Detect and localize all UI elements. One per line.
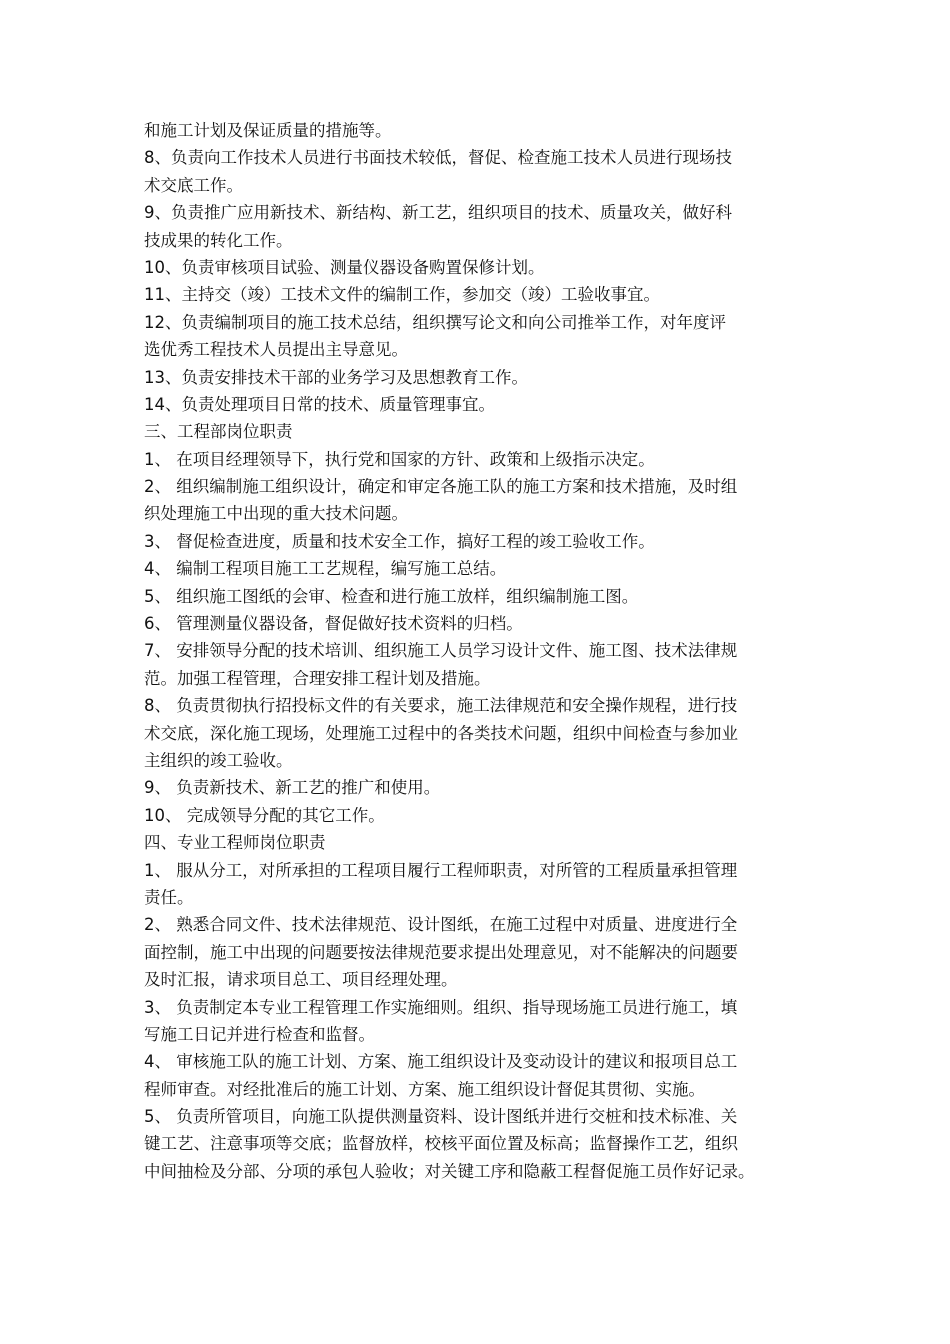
text-line: 术交底工作。 [144, 175, 243, 195]
text-line: 3、 负责制定本专业工程管理工作实施细则。组织、指导现场施工员进行施工，填 [144, 997, 738, 1017]
text-line: 1、 服从分工，对所承担的工程项目履行工程师职责，对所管的工程质量承担管理 [144, 860, 738, 880]
section-heading: 四、专业工程师岗位职责 [144, 833, 326, 853]
text-line: 5、 组织施工图纸的会审、检查和进行施工放样，组织编制施工图。 [144, 586, 639, 606]
text-line: 程师审查。对经批准后的施工计划、方案、施工组织设计督促其贯彻、实施。 [144, 1079, 705, 1099]
text-line: 2、 组织编制施工组织设计，确定和审定各施工队的施工方案和技术措施，及时组 [144, 477, 738, 497]
text-line: 13、负责安排技术干部的业务学习及思想教育工作。 [144, 367, 528, 387]
document-body [144, 117, 824, 1185]
text-line: 7、 安排领导分配的技术培训、组织施工人员学习设计文件、施工图、技术法律规 [144, 641, 738, 661]
text-line: 键工艺、注意事项等交底；监督放样，校核平面位置及标高；监督操作工艺，组织 [144, 1134, 738, 1154]
text-line: 和施工计划及保证质量的措施等。 [144, 121, 392, 140]
text-line: 4、 审核施工队的施工计划、方案、施工组织设计及变动设计的建议和报项目总工 [144, 1052, 738, 1072]
text-line: 3、 督促检查进度，质量和技术安全工作，搞好工程的竣工验收工作。 [144, 531, 655, 551]
text-line: 6、 管理测量仪器设备，督促做好技术资料的归档。 [144, 614, 523, 634]
text-line: 11、主持交（竣）工技术文件的编制工作，参加交（竣）工验收事宜。 [144, 285, 660, 305]
text-line: 面控制，施工中出现的问题要按法律规范要求提出处理意见，对不能解决的问题要 [144, 942, 738, 962]
text-line: 选优秀工程技术人员提出主导意见。 [144, 340, 408, 360]
text-line: 4、 编制工程项目施工工艺规程，编写施工总结。 [144, 559, 507, 579]
text-line: 及时汇报，请求项目总工、项目经理处理。 [144, 970, 458, 990]
text-line: 10、负责审核项目试验、测量仪器设备购置保修计划。 [144, 257, 545, 277]
text-line: 责任。 [144, 887, 194, 907]
text-line: 9、负责推广应用新技术、新结构、新工艺，组织项目的技术、质量攻关，做好科 [144, 203, 732, 223]
text-line: 12、负责编制项目的施工技术总结，组织撰写论文和向公司推举工作，对年度评 [144, 312, 726, 332]
text-line: 14、负责处理项目日常的技术、质量管理事宜。 [144, 394, 495, 414]
text-line: 织处理施工中出现的重大技术问题。 [144, 504, 408, 524]
text-line: 10、 完成领导分配的其它工作。 [144, 805, 385, 825]
text-line: 术交底，深化施工现场，处理施工过程中的各类技术问题，组织中间检查与参加业 [144, 723, 738, 743]
text-line: 1、 在项目经理领导下，执行党和国家的方针、政策和上级指示决定。 [144, 449, 655, 469]
text-line: 5、 负责所管项目，向施工队提供测量资料、设计图纸并进行交桩和技术标准、关 [144, 1107, 738, 1127]
section-heading: 三、工程部岗位职责 [144, 422, 293, 442]
text-line: 写施工日记并进行检查和监督。 [144, 1024, 375, 1044]
text-line: 主组织的竣工验收。 [144, 750, 293, 770]
text-line: 中间抽检及分部、分项的承包人验收；对关键工序和隐蔽工程督促施工员作好记录。 [144, 1161, 755, 1181]
text-line: 8、 负责贯彻执行招投标文件的有关要求，施工法律规范和安全操作规程，进行技 [144, 696, 738, 716]
text-line: 2、 熟悉合同文件、技术法律规范、设计图纸，在施工过程中对质量、进度进行全 [144, 915, 738, 935]
text-line: 9、 负责新技术、新工艺的推广和使用。 [144, 778, 441, 798]
text-line: 技成果的转化工作。 [144, 230, 293, 250]
text-line: 范。加强工程管理，合理安排工程计划及措施。 [144, 668, 491, 688]
text-line: 8、负责向工作技术人员进行书面技术较低，督促、检查施工技术人员进行现场技 [144, 148, 732, 168]
